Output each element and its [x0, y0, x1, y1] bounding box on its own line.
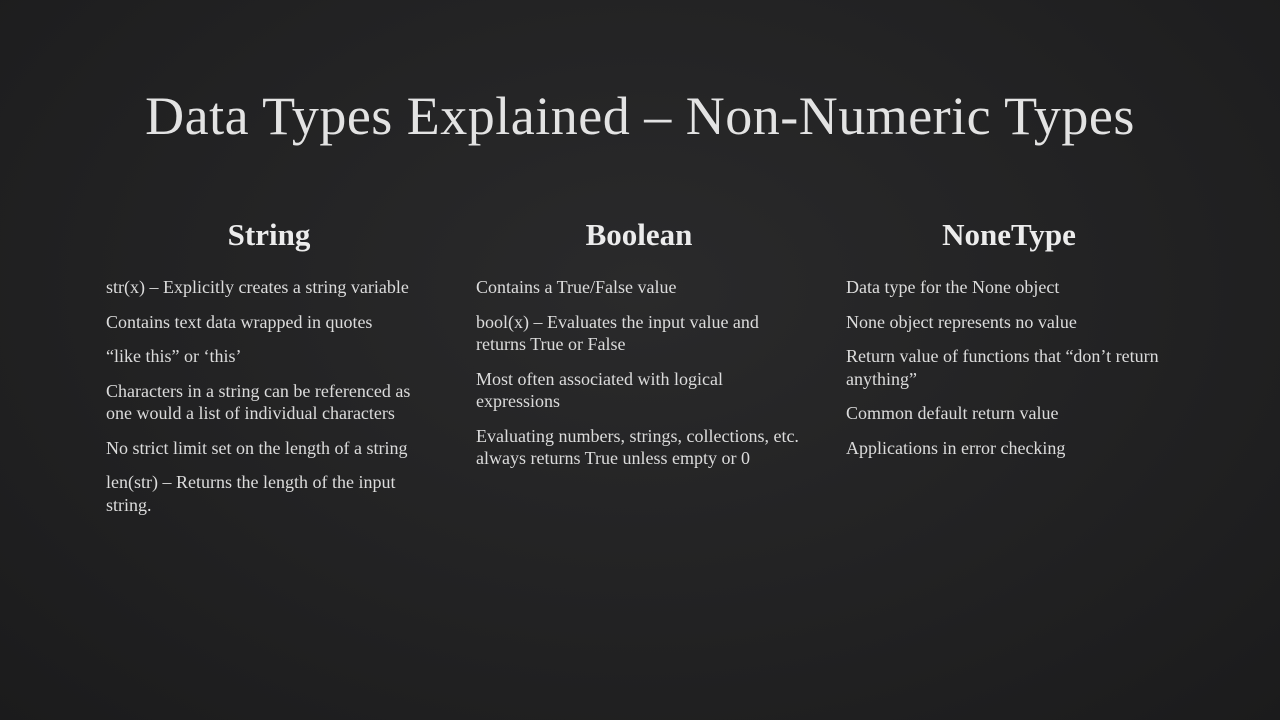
bullet-list: [106, 276, 446, 516]
column-heading: String: [227, 217, 311, 252]
bullet-item: Data type for the None object: [846, 277, 1060, 297]
bullet-list: [476, 276, 816, 470]
bullet-item: None object represents no value: [846, 311, 1077, 332]
column-heading: Boolean: [585, 217, 693, 252]
column-heading: NoneType: [942, 217, 1076, 252]
column-string: [106, 214, 446, 528]
bullet-list: [846, 276, 1186, 459]
bullet-item: “like this” or ‘this’: [106, 346, 242, 366]
bullet-item: Applications in error checking: [846, 437, 1066, 458]
bullet-item: len(str) – Returns the length of the input string.: [106, 472, 396, 515]
column-boolean: [476, 214, 816, 482]
bullet-item: Common default return value: [846, 403, 1059, 423]
bullet-item: Evaluating numbers, strings, collections, etc. always returns True unless empty or 0: [476, 425, 799, 468]
bullet-item: Contains text data wrapped in quotes: [106, 311, 373, 332]
slide-title: Data Types Explained – Non-Numeric Types: [145, 86, 1135, 146]
bullet-item: Contains a True/False value: [476, 277, 677, 297]
bullet-item: str(x) – Explicitly creates a string variable: [106, 277, 409, 297]
bullet-item: Characters in a string can be referenced as one would a list of individual characters: [106, 380, 411, 423]
bullet-item: Return value of functions that “don’t return anything”: [846, 346, 1159, 389]
column-nonetype: [846, 214, 1186, 471]
bullet-item: bool(x) – Evaluates the input value and returns True or False: [476, 311, 759, 354]
bullet-item: No strict limit set on the length of a string: [106, 437, 408, 458]
bullet-item: Most often associated with logical expressions: [476, 368, 723, 411]
